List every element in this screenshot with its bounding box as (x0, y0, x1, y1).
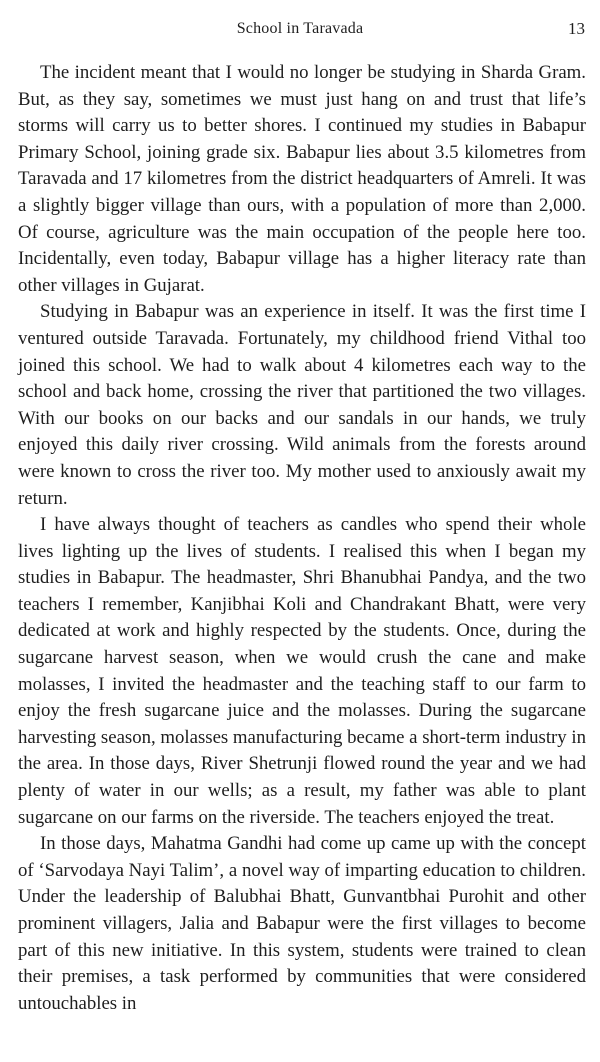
paragraph-1: The incident meant that I would no longer be studying in Sharda Gram. But, as they say, sometimes we must just hang on and trust that life’s storms will carry us to better shores. I continued my studies in Babapur Primary School, joining grade six. Babapur lies about 3.5 kilometres from Taravada and 17 kilometres from the district headquarters of Amreli. It was a slightly bigger village than ours, with a population of more than 2,000. Of course, agriculture was the main occupation of the people here too. Incidentally, even today, Babapur village has a higher literacy rate than other villages in Gujarat. (18, 62, 586, 296)
page-number: 13 (568, 19, 585, 38)
running-header (0, 16, 600, 42)
paragraph-3: I have always thought of teachers as candles who spend their whole lives lighting up the lives of students. I realised this when I began my studies in Babapur. The headmaster, Shri Bhanubhai Pandya, and the two teachers I remember, Kanjibhai Koli and Chandrakant Bhatt, were very dedicated at work and highly respected by the students. Once, during the sugarcane harvest season, when we would crush the cane and make molasses, I invited the headmaster and the teaching staff to our farm to enjoy the fresh sugarcane juice and the molasses. During the sugarcane harvesting season, molasses manufacturing became a short-term industry in the area. In those days, River Shetrunji flowed round the year and we had plenty of water in our wells; as a result, my father was able to plant sugarcane on our farms on the riverside. The teachers enjoyed the treat. (18, 514, 586, 828)
paragraph-2: Studying in Babapur was an experience in itself. It was the first time I ventured outside Taravada. Fortunately, my childhood friend Vithal too joined this school. We had to walk about 4 kilometres each way to the school and back home, crossing the river that partitioned the two villages. With our books on our backs and our sandals in our hands, we truly enjoyed this daily river crossing. Wild animals from the forests around were known to cross the river too. My mother used to anxiously await my return. (18, 301, 586, 509)
paragraph-4: In those days, Mahatma Gandhi had come up came up with the concept of ‘Sarvodaya Nayi Talim’, a novel way of imparting education to children. Under the leadership of Balubhai Bhatt, Gunvantbhai Purohit and other prominent villagers, Jalia and Babapur were the first villages to become part of this new initiative. In this system, students were trained to clean their premises, a task performed by communities that were considered untouchables in (18, 833, 586, 1014)
running-title: School in Taravada (236, 20, 364, 37)
body-text (18, 60, 586, 1017)
